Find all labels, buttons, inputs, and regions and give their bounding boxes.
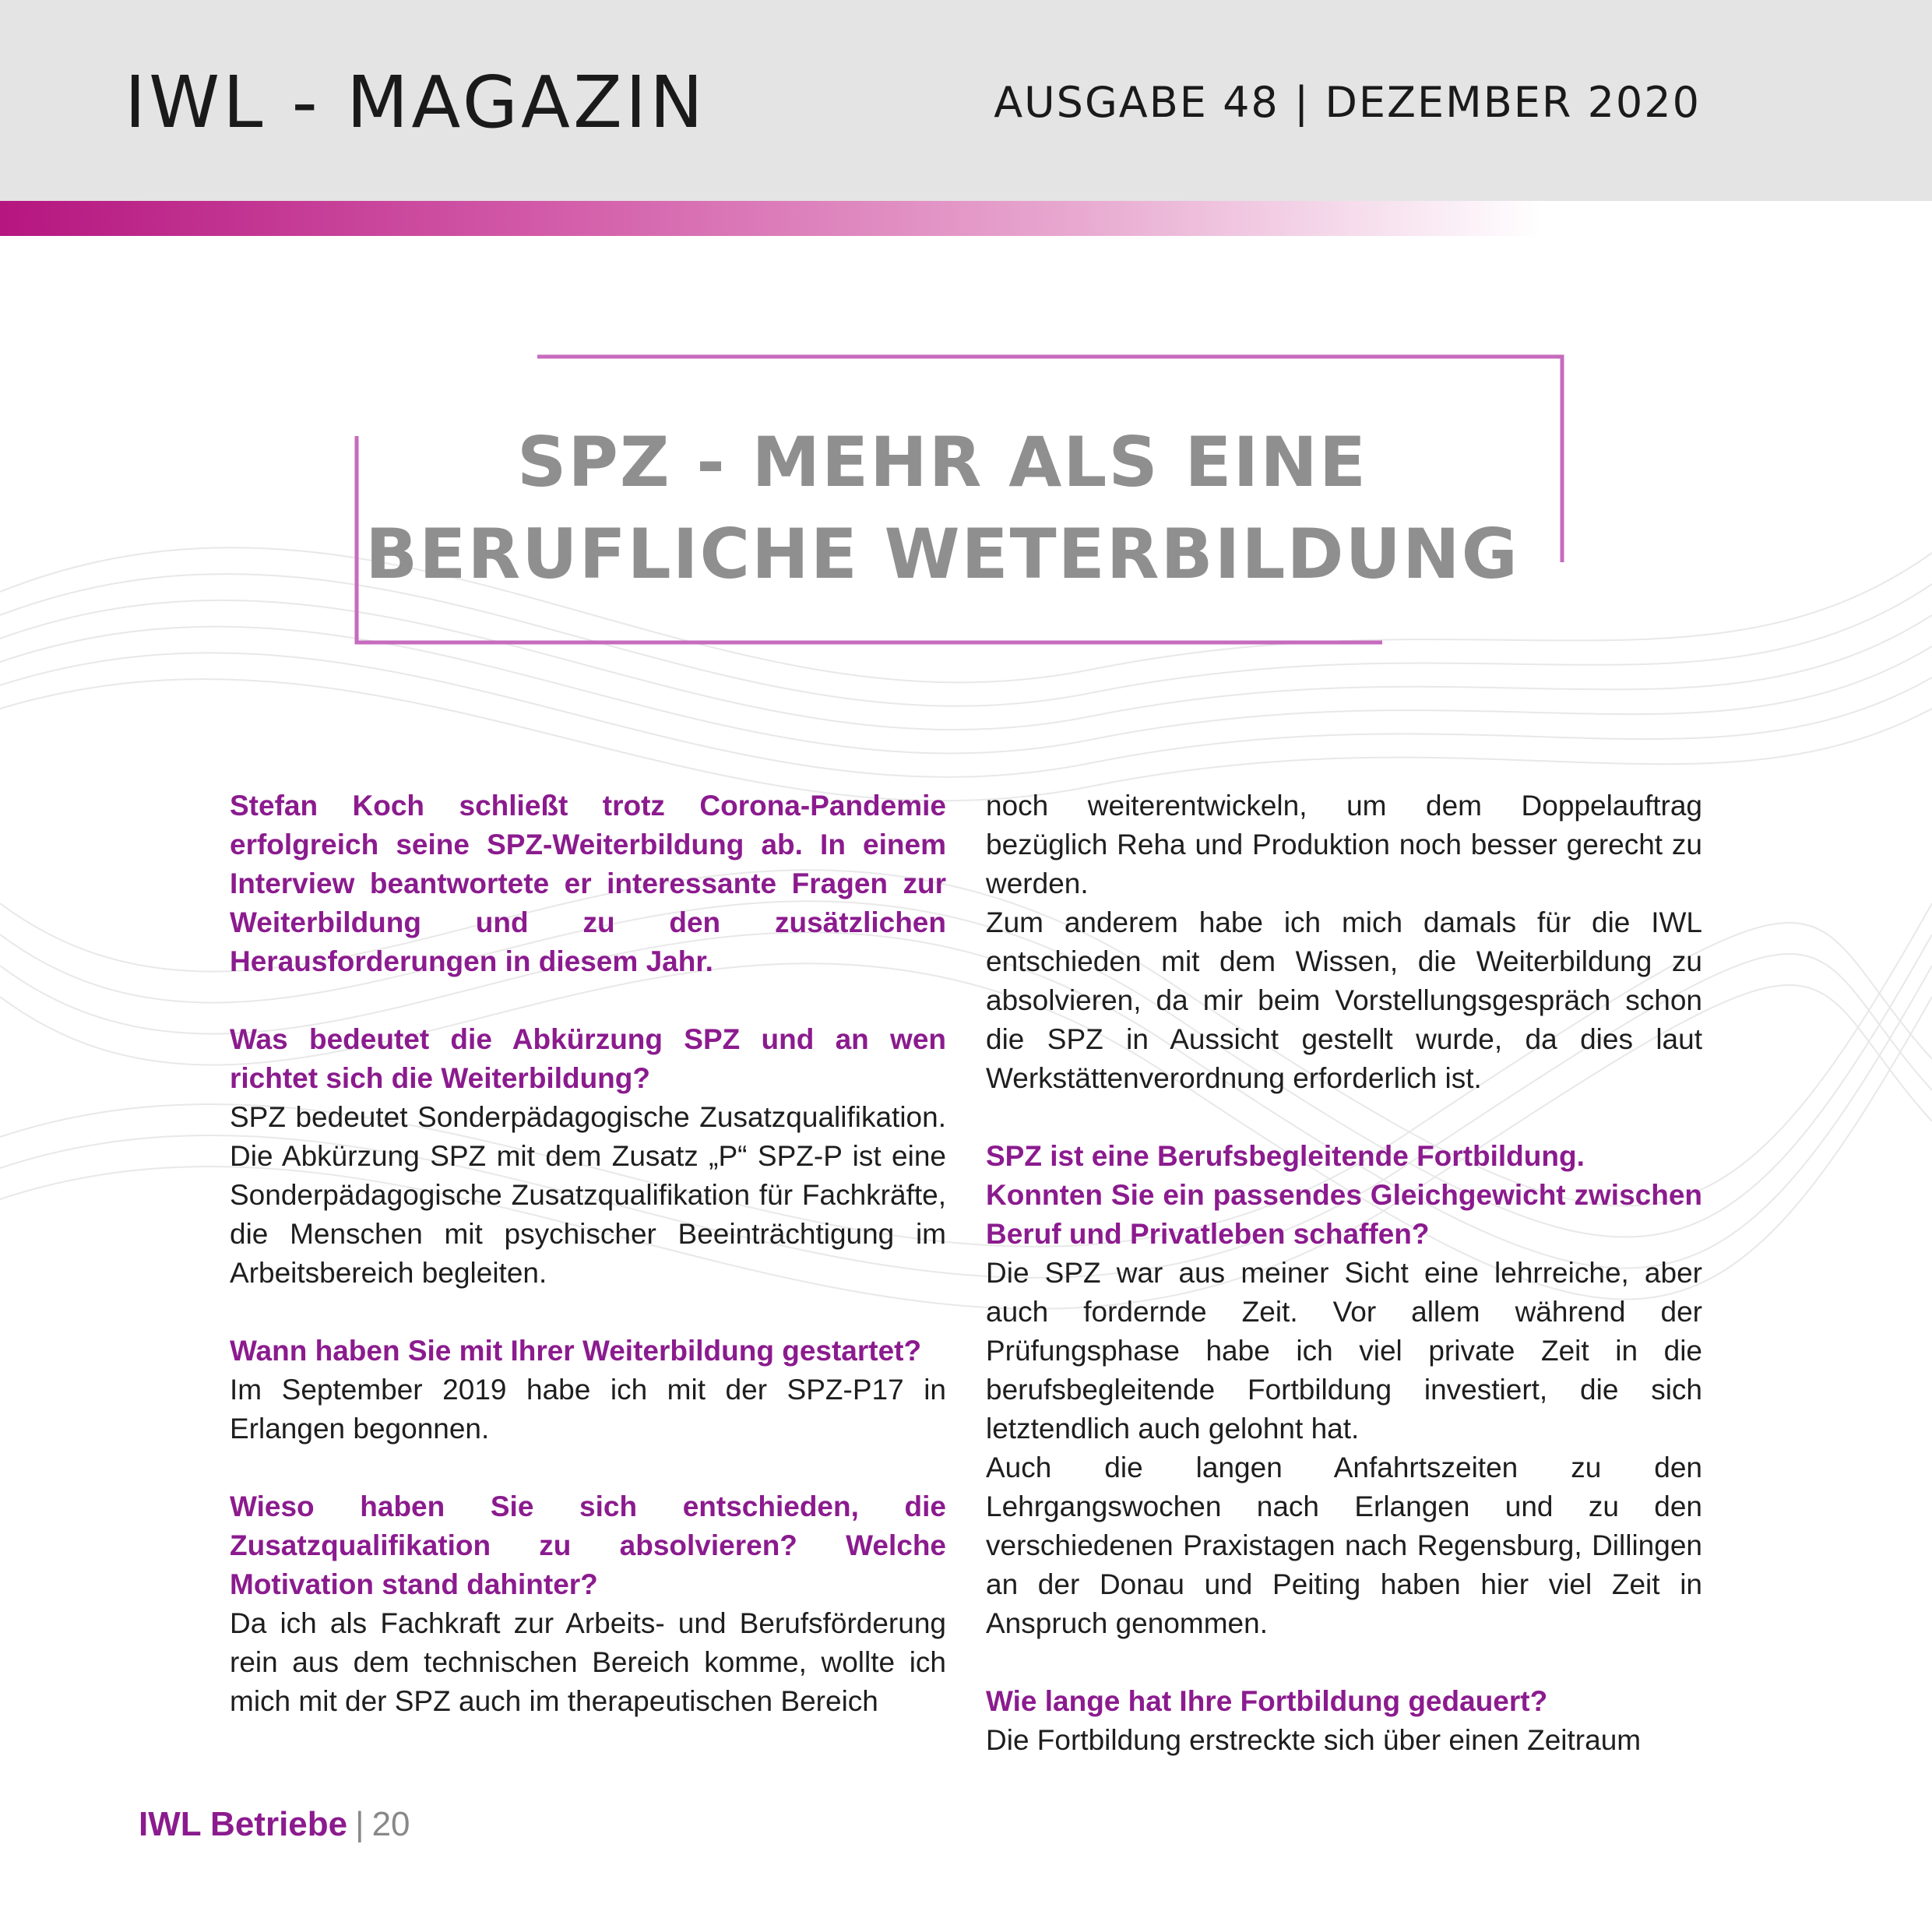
question-1: Was bedeutet die Abkürzung SPZ und an wen richtet sich die Weiterbildung?: [230, 1023, 946, 1094]
answer-4-continued: Auch die langen Anfahrtszeiten zu den Lehrgangswochen nach Erlangen und zu den verschiedenen Praxistagen nach Regensburg, Dillingen an der Donau und Peiting haben hier viel Zeit in Anspruch genommen.: [986, 1452, 1702, 1639]
article-column-right: [986, 787, 1702, 1760]
question-4-intro: SPZ ist eine Berufsbegleitende Fortbildung.: [986, 1140, 1585, 1172]
footer-separator: |: [355, 1805, 364, 1843]
answer-2: Im September 2019 habe ich mit der SPZ-P17 in Erlangen begonnen.: [230, 1374, 946, 1445]
answer-1: SPZ bedeutet Sonderpädagogische Zusatzqualifikation. Die Abkürzung SPZ mit dem Zusatz „P“ SPZ-P ist eine Sonderpädagogische Zusatzqualifikation für Fachkräfte, die Menschen mit psychischer Beeinträchtigung im Arbeitsbereich begleiten.: [230, 1101, 946, 1289]
article-intro: Stefan Koch schließt trotz Corona-Pandemie erfolgreich seine SPZ-Weiterbildung ab. In einem Interview beantwortete er interessante Fragen zur Weiterbildung und zu den zusätzlichen Herausforderungen in diesem Jahr.: [230, 790, 946, 977]
answer-4: Die SPZ war aus meiner Sicht eine lehrreiche, aber auch fordernde Zeit. Vor allem während der Prüfungsphase habe ich viel private Zeit in die berufsbegleitende Fortbildung investiert, die sich letztendlich auch gelohnt hat.: [986, 1257, 1702, 1445]
answer-3-continued: noch weiterentwickeln, um dem Doppelauftrag bezüglich Reha und Produktion noch besser gerecht zu werden.: [986, 790, 1702, 899]
question-3: Wieso haben Sie sich entschieden, die Zusatzqualifikation zu absolvieren? Welche Motivation stand dahinter?: [230, 1490, 946, 1600]
question-4: Konnten Sie ein passendes Gleichgewicht zwischen Beruf und Privatleben schaffen?: [986, 1179, 1702, 1250]
article-column-left: [230, 787, 946, 1721]
issue-label: AUSGABE 48 | DEZEMBER 2020: [994, 78, 1701, 127]
question-5: Wie lange hat Ihre Fortbildung gedauert?: [986, 1685, 1548, 1717]
headline-line-2: BERUFLICHE WETERBILDUNG: [365, 514, 1519, 594]
headline-line-1: SPZ - MEHR ALS EINE: [516, 422, 1368, 502]
article-headline: [335, 417, 1550, 600]
answer-5: Die Fortbildung erstreckte sich über einen Zeitraum: [986, 1724, 1642, 1756]
answer-3-continued-2: Zum anderem habe ich mich damals für die IWL entschieden mit dem Wissen, die Weiterbildung zu absolvieren, da mir beim Vorstellungsgespräch schon die SPZ in Aussicht gestellt wurde, da dies laut Werkstättenverordnung erforderlich ist.: [986, 906, 1702, 1094]
magazine-title: IWL - MAGAZIN: [125, 61, 706, 144]
question-2: Wann haben Sie mit Ihrer Weiterbildung gestartet?: [230, 1335, 922, 1367]
page-number: 20: [371, 1805, 410, 1843]
page-footer: [139, 1805, 410, 1844]
footer-brand: IWL Betriebe: [139, 1805, 348, 1843]
answer-3: Da ich als Fachkraft zur Arbeits- und Berufsförderung rein aus dem technischen Bereich komme, wollte ich mich mit der SPZ auch im therapeutischen Bereich: [230, 1607, 946, 1717]
